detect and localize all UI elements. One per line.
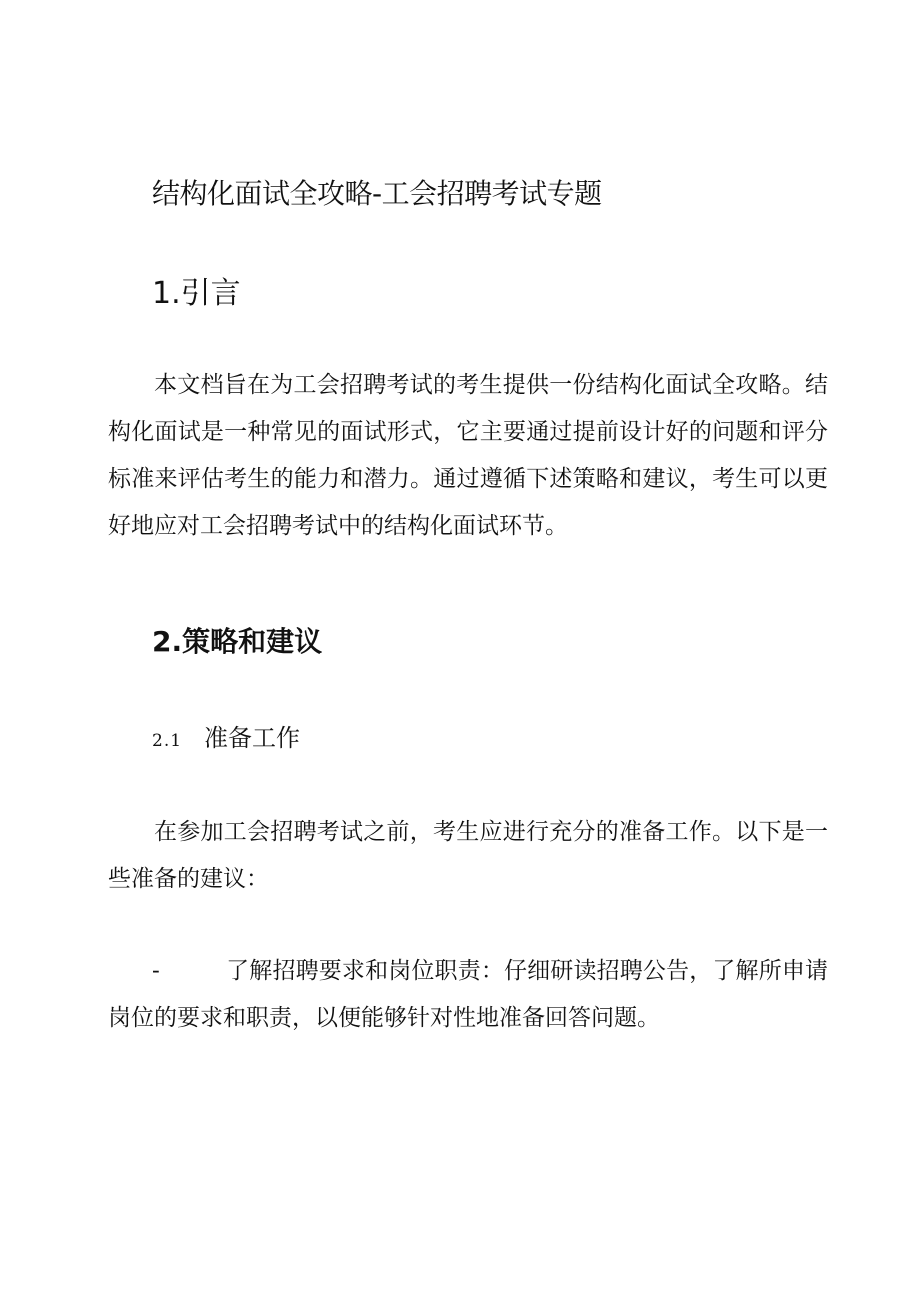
list-item-text: 了解招聘要求和岗位职责：仔细研读招聘公告，了解所申请岗位的要求和职责，以便能够针对性地准备回答问题。 (108, 958, 828, 1031)
document-title: 结构化面试全攻略-工会招聘考试专题 (152, 177, 602, 210)
bullet-marker: - (152, 958, 160, 984)
subsection-heading-preparation (152, 718, 300, 753)
introduction-paragraph: 本文档旨在为工会招聘考试的考生提供一份结构化面试全攻略。结构化面试是一种常见的面试形式，它主要通过提前设计好的问题和评分标准来评估考生的能力和潜力。通过遵循下述策略和建议，考生可以更好地应对工会招聘考试中的结构化面试环节。 (108, 372, 828, 539)
section-heading-introduction: 1.引言 (152, 276, 241, 311)
subsection-number: 2.1 (152, 731, 183, 751)
list-item (108, 948, 828, 1042)
subsection-title: 准备工作 (204, 724, 301, 752)
section-heading-strategies: 2.策略和建议 (152, 625, 323, 658)
preparation-paragraph: 在参加工会招聘考试之前，考生应进行充分的准备工作。以下是一些准备的建议： (108, 819, 828, 892)
